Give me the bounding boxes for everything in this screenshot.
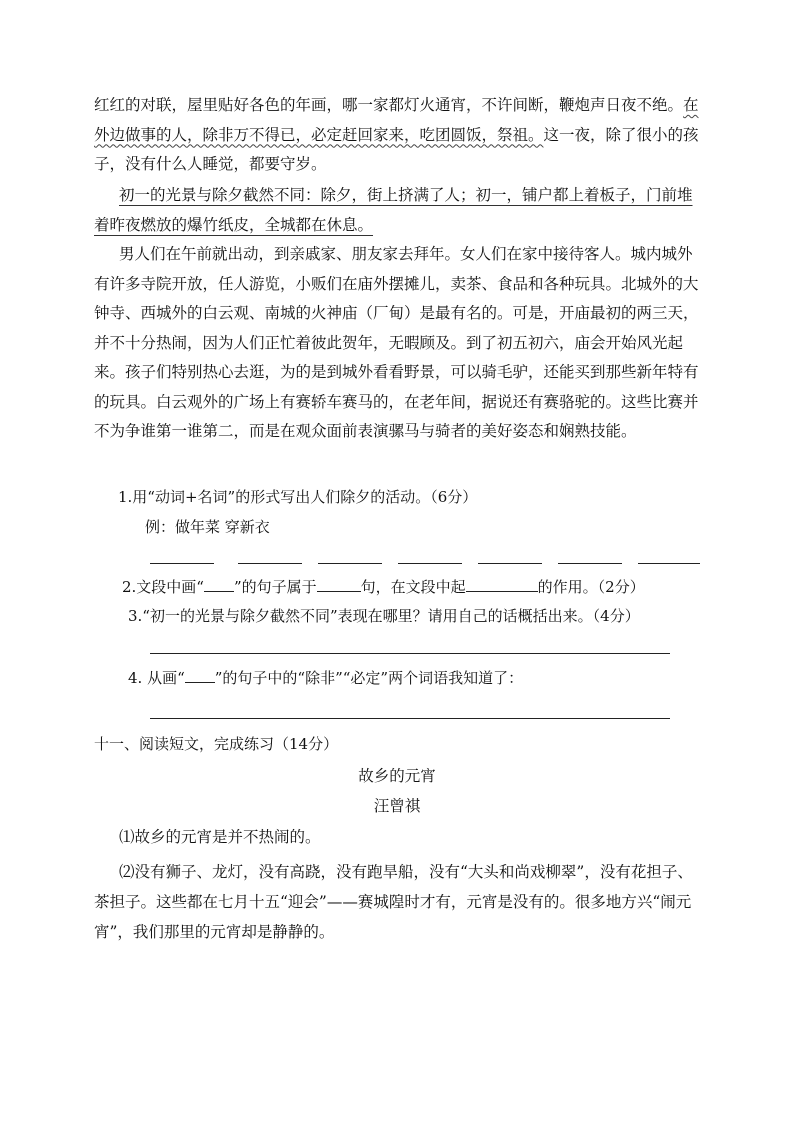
passage-p1-line1: 红红的对联，屋里贴好各色的年画，哪一家都灯火通宵，不许间断，鞭炮声日夜不绝。 — [94, 96, 684, 114]
answer-blank-4[interactable] — [398, 563, 462, 564]
passage-p3-text: 男人们在午前就出动，到亲戚家、朋友家去拜年。女人们在家中接待客人。城内城外有许多寺院开放，任人游览，小贩们在庙外摆摊儿，卖茶、食品和各种玩具。北城外的大钟寺、西城外的白云观、南城的火神庙（厂甸）是最有名的。可是，开庙最初的两三天，并不十分热闹，因为人们正忙着彼此贺年，无暇顾及。到了初五初六，庙会开始风光起来。孩子们特别热心去逛，为的是到城外看看野景，可以骑毛驴，还能买到那些新年特有的玩具。白云观外的广场上有赛轿车赛马的，在老年间，据说还有赛骆驼的。这些比赛并不为争谁第一谁第二，而是在观众面前表演骡马与骑者的美好姿态和娴熟技能。 — [94, 245, 699, 440]
sentence-type-blank[interactable] — [317, 575, 361, 592]
passage-p1-wavy-sentence: 在外边做事的人，除非万不得已，必定赶回家来，吃团圆饭，祭祖。 — [94, 96, 699, 144]
article-author: 汪曾祺 — [373, 797, 421, 815]
question-2-part-c: 句，在文段中起 — [360, 578, 466, 596]
article-title: 故乡的元宵 — [358, 767, 436, 785]
question-2-part-b: ”的句子属于 — [233, 578, 317, 596]
passage-p1-rest: 这一夜，除了很小的孩子，没有什么人睡觉，都要守岁。 — [94, 125, 699, 173]
answer-blank-2[interactable] — [238, 563, 302, 564]
passage-paragraph-3 — [94, 240, 704, 447]
article-p2-text: ⑵没有狮子、龙灯，没有高跷，没有跑旱船，没有“大头和尚戏柳翠”，没有花担子、茶担子。这些都在七月十五“迎会”——赛城隍时才有，元宵是没有的。很多地方兴“闹元宵”，我们那里的元宵却是静静的。 — [94, 863, 693, 941]
question-4-part-a: 4. 从画“ — [128, 669, 185, 687]
line-mark-sample-q4 — [185, 666, 215, 683]
function-blank[interactable] — [466, 575, 538, 592]
passage-paragraph-2 — [94, 181, 704, 240]
question-3: 3.“初一的光景与除夕截然不同”表现在哪里？请用自己的话概括出来。（4分） — [128, 607, 640, 625]
question-1: 1.用“动词+名词”的形式写出人们除夕的活动。（6分） — [118, 488, 478, 506]
answer-line-q3[interactable] — [150, 653, 670, 654]
article-paragraph-2 — [94, 857, 704, 947]
section-11-heading: 十一、阅读短文，完成练习（14分） — [94, 735, 339, 753]
answer-blank-5[interactable] — [478, 563, 542, 564]
question-2-part-a: 2.文段中画“ — [122, 578, 204, 596]
article-p1-text: ⑴故乡的元宵是并不热闹的。 — [119, 828, 321, 846]
passage-p2-underlined-sentence: 初一的光景与除夕截然不同：除夕，街上挤满了人；初一，铺户都上着板子，门前堆着昨夜燃放的爆竹纸皮，全城都在休息。 — [94, 186, 693, 234]
question-2-part-d: 的作用。（2分） — [537, 578, 645, 596]
question-4 — [128, 666, 523, 689]
line-mark-sample — [204, 575, 234, 592]
question-2 — [122, 575, 645, 598]
answer-blank-6[interactable] — [558, 563, 622, 564]
answer-blank-3[interactable] — [318, 563, 382, 564]
article-paragraph-1 — [94, 822, 704, 852]
question-4-part-b: ”的句子中的“除非”“必定”两个词语我知道了： — [214, 669, 524, 687]
passage-paragraph-1 — [94, 91, 704, 180]
question-1-example: 例：做年菜 穿新衣 — [145, 518, 270, 536]
answer-line-q4[interactable] — [150, 718, 670, 719]
answer-blank-1[interactable] — [150, 563, 214, 564]
answer-blank-7[interactable] — [638, 563, 700, 564]
